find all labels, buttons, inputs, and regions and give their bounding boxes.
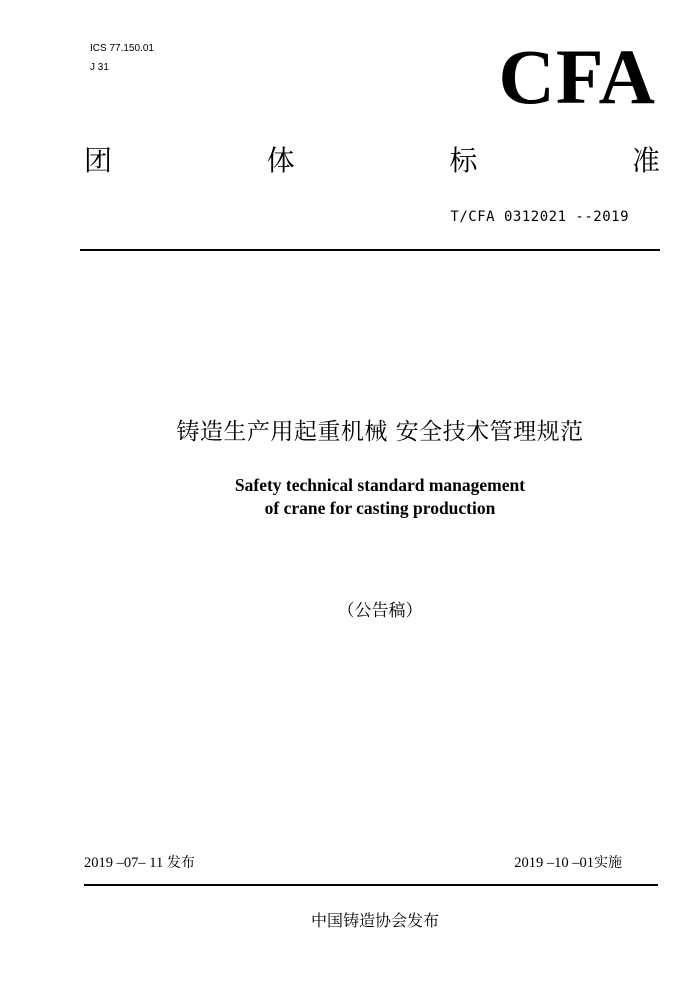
- standard-type-char: 准: [631, 144, 660, 177]
- top-divider: [80, 249, 660, 251]
- standard-number: T/CFA 0312021 --2019: [450, 209, 629, 225]
- standard-type-char: 体: [266, 144, 295, 177]
- draft-label: （公告稿）: [337, 601, 423, 621]
- title-english: [0, 474, 700, 520]
- cfa-logo: CFA: [498, 33, 656, 120]
- standard-type-char: 标: [449, 144, 478, 177]
- bottom-divider: [84, 884, 658, 886]
- title-english-line-1: Safety technical standard management: [234, 475, 526, 495]
- publish-label: 发布: [166, 855, 195, 871]
- implement-date-value: 2019 –10 –01: [514, 855, 594, 871]
- title-english-line-2: of crane for casting production: [264, 498, 496, 518]
- implement-label: 实施: [594, 855, 622, 871]
- implement-date: [514, 852, 622, 872]
- publish-date-value: 2019 –07– 11: [84, 855, 164, 871]
- standard-type-char: 团: [84, 144, 113, 177]
- publisher: 中国铸造协会发布: [310, 911, 439, 930]
- publish-date: [84, 852, 195, 872]
- ics-code: ICS 77.150.01: [90, 43, 154, 54]
- title-chinese: 铸造生产用起重机械 安全技术管理规范: [176, 419, 584, 445]
- standard-type-heading: [84, 146, 660, 177]
- ccs-code: J 31: [90, 62, 109, 73]
